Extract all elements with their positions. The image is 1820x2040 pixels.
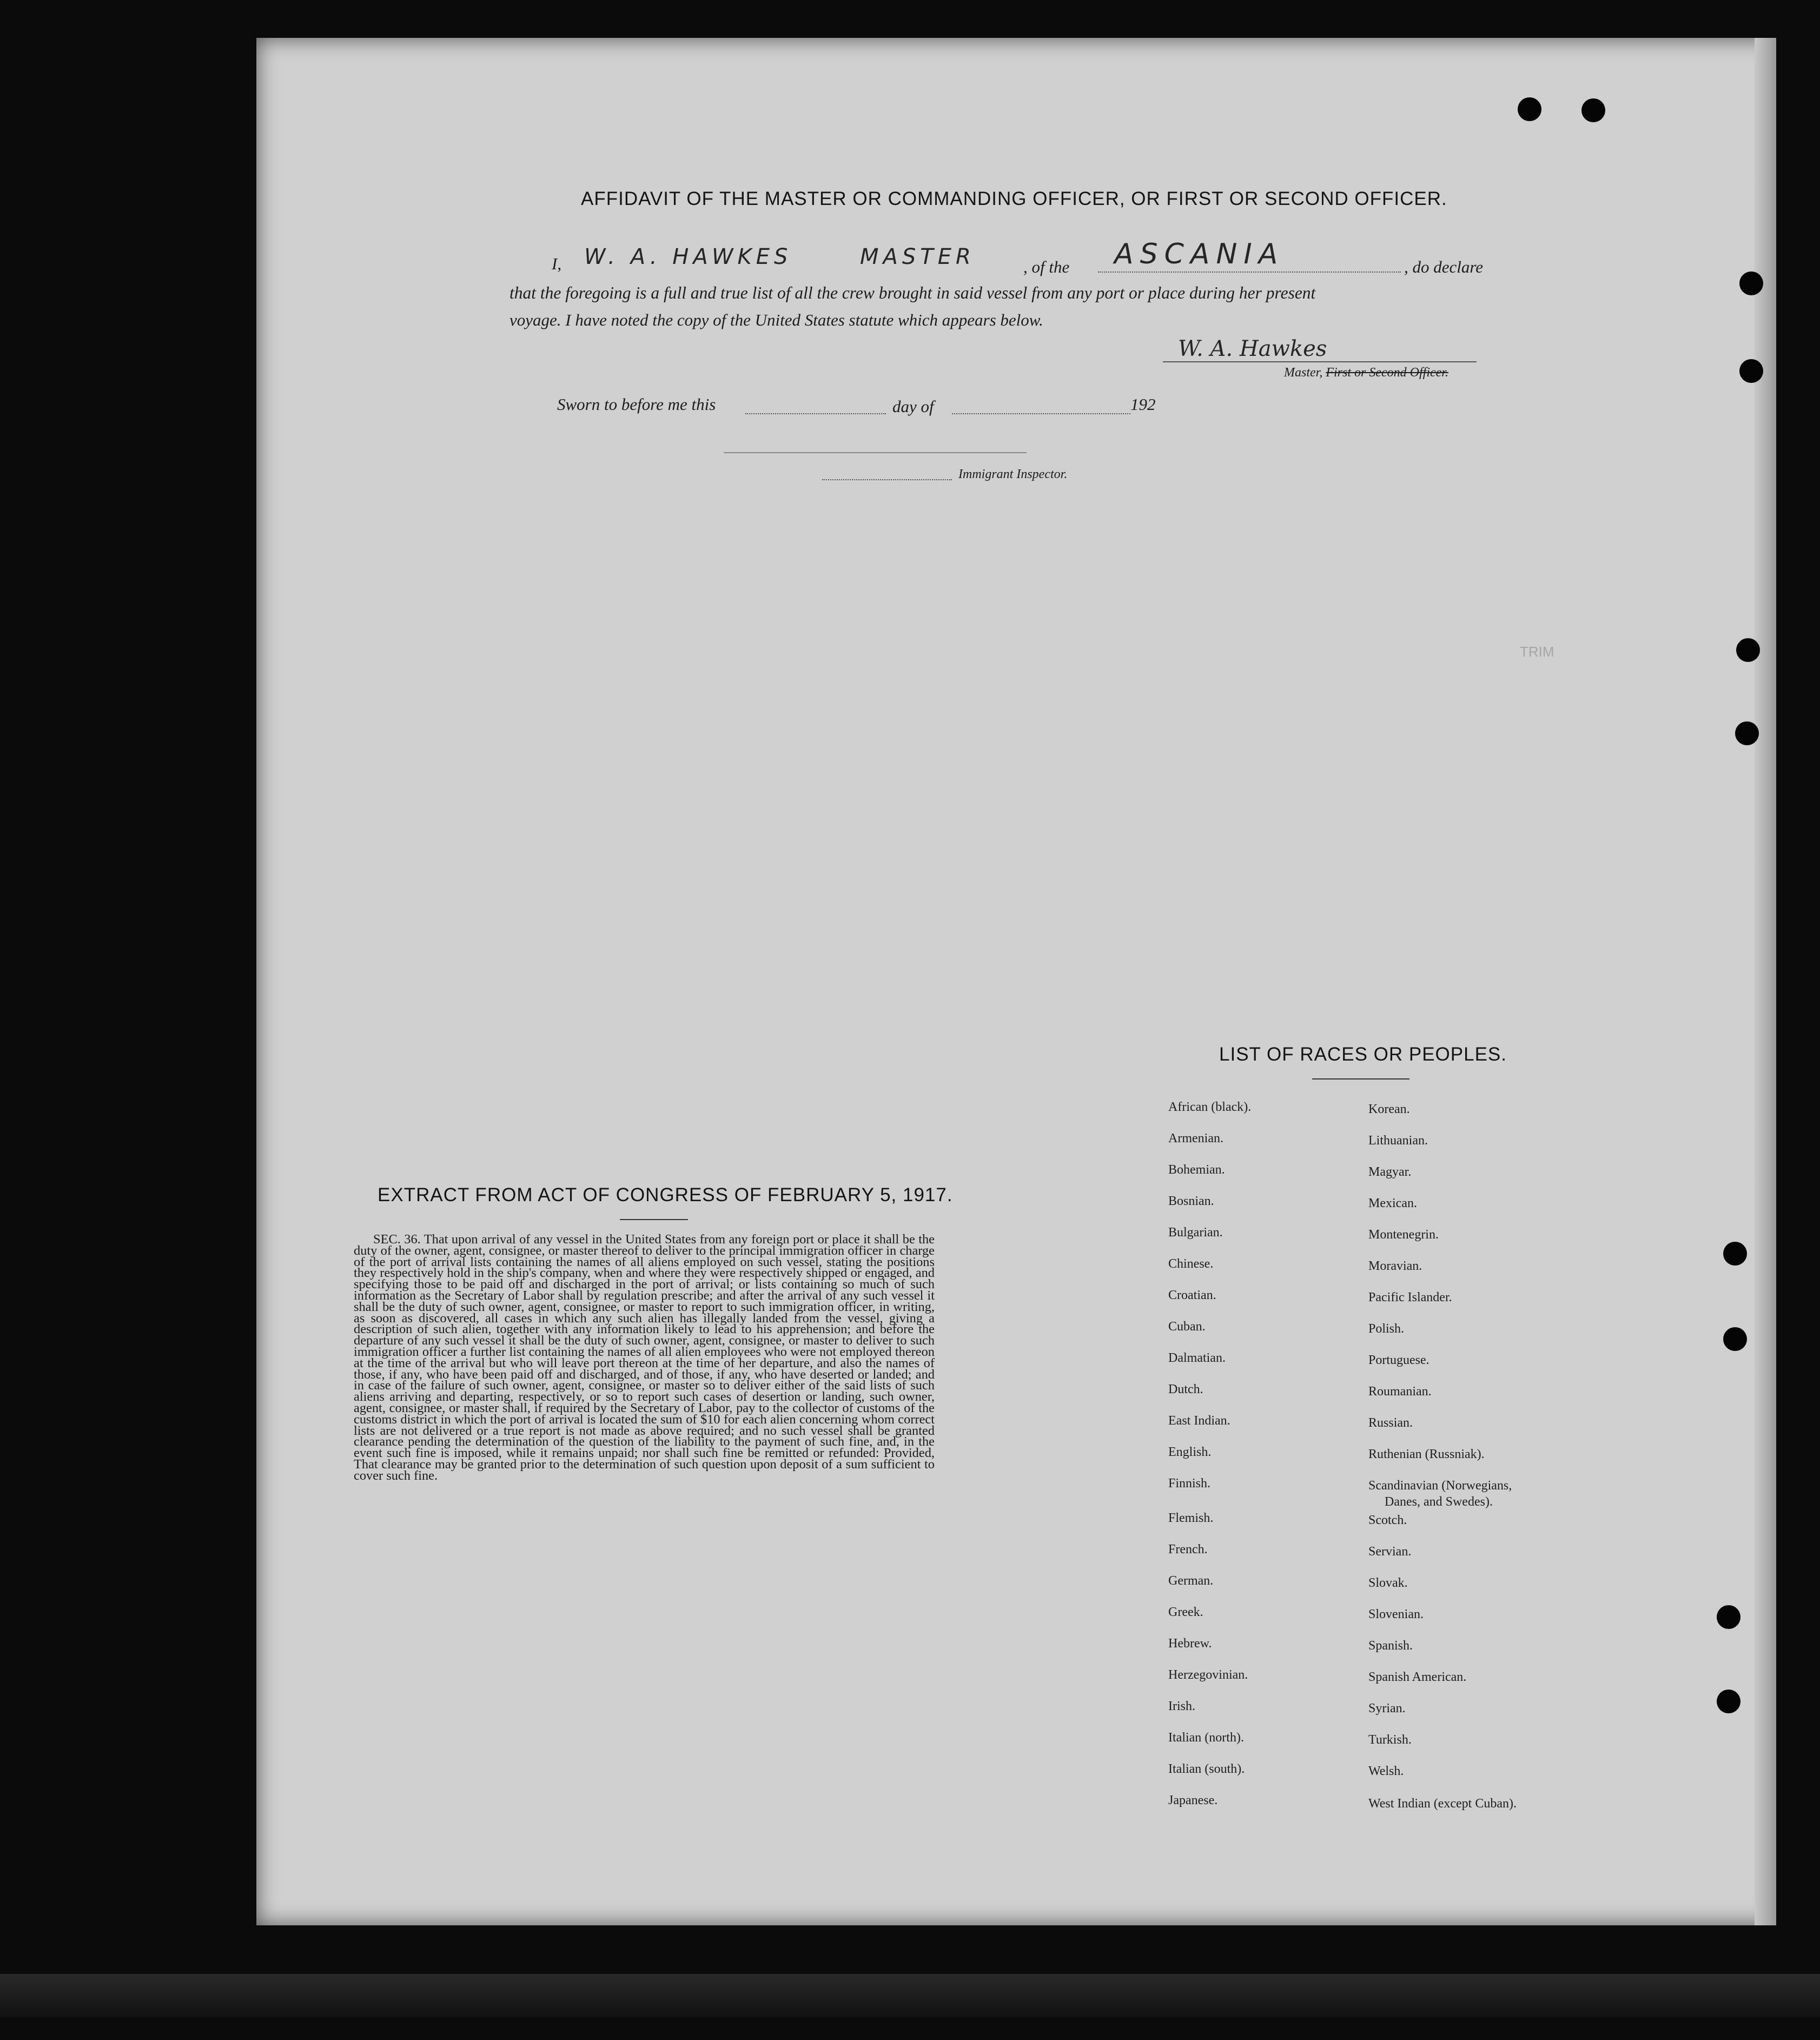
affidavit-prefix: I, <box>552 254 562 273</box>
race-item: Chinese. <box>1168 1257 1214 1271</box>
race-item: Bosnian. <box>1168 1194 1214 1208</box>
race-item: Turkish. <box>1368 1733 1412 1747</box>
punch-hole <box>1717 1605 1740 1629</box>
race-item: Roumanian. <box>1368 1385 1432 1399</box>
race-item: Flemish. <box>1168 1511 1214 1525</box>
race-item: Hebrew. <box>1168 1637 1212 1651</box>
sworn-day-label: day of <box>892 397 934 416</box>
race-item: Welsh. <box>1368 1764 1404 1778</box>
race-item: Cuban. <box>1168 1320 1206 1334</box>
race-item: Dutch. <box>1168 1382 1203 1396</box>
of-the-label: , of the <box>1023 257 1070 276</box>
race-item: Russian. <box>1368 1416 1413 1430</box>
race-item: German. <box>1168 1574 1214 1588</box>
race-item: Servian. <box>1368 1545 1412 1559</box>
race-item: Danes, and Swedes). <box>1385 1495 1493 1509</box>
race-item: Korean. <box>1368 1102 1410 1116</box>
race-item: Mexican. <box>1368 1196 1417 1210</box>
race-item: Syrian. <box>1368 1701 1406 1716</box>
race-item: Moravian. <box>1368 1259 1422 1273</box>
punch-hole <box>1735 721 1759 745</box>
race-item: Bohemian. <box>1168 1163 1225 1177</box>
race-item: French. <box>1168 1542 1208 1557</box>
film-strip-edge <box>0 1974 1820 2017</box>
signature-caption-struck: First or Second Officer. <box>1326 366 1448 380</box>
race-item: English. <box>1168 1445 1212 1459</box>
punch-hole <box>1717 1690 1740 1713</box>
race-item: Slovak. <box>1368 1576 1408 1590</box>
inspector-dot-line <box>822 479 952 480</box>
signature-caption-master: Master, <box>1284 366 1323 380</box>
race-item: Italian (south). <box>1168 1762 1245 1776</box>
signature-line <box>1163 361 1477 362</box>
race-item: Lithuanian. <box>1368 1134 1428 1148</box>
signature-caption <box>1284 366 1448 380</box>
punch-hole <box>1723 1242 1747 1266</box>
race-item: Portuguese. <box>1368 1353 1429 1367</box>
races-title-rule <box>1312 1078 1409 1079</box>
extract-title-rule <box>620 1219 688 1220</box>
race-item: Greek. <box>1168 1605 1203 1619</box>
punch-hole <box>1739 271 1763 295</box>
race-item: African (black). <box>1168 1100 1252 1114</box>
race-item: Montenegrin. <box>1368 1228 1439 1242</box>
extract-body-text: SEC. 36. That upon arrival of any vessel in the United States from any foreign port or place it shall be the duty of the owner, agent, consignee, or master thereof to deliver to the principal immigration officer in charge of the port of arrival lists containing the names of all aliens employed on such vessel, stating the positions they respectively hold in the ship's company, when and where they were respectively shipped or engaged, and specifying those to be paid off and discharged in the port of arrival; or lists containing so much of such information as the Secretary of Labor shall by regulation prescribe; and after the arrival of any such vessel it shall be the duty of such owner, agent, consignee, or master to report to such immigration officer, in writing, as soon as discovered, all cases in which any such alien has illegally landed from the vessel, giving a description of such alien, together with any information likely to lead to his apprehension; and before the departure of any such vessel it shall be the duty of such owner, agent, consignee, or master to deliver to such immigration officer a further list containing the names of all alien employees who were not employed thereon at the time of the arrival but who will leave port thereon at the time of her departure, and also the names of those, if any, who have been paid off and discharged, and of those, if any, who have deserted or landed; and in case of the failure of such owner, agent, consignee, or master so to deliver either of the said lists of such aliens arriving and departing, respectively, or so to report such cases of desertion or landing, such owner, agent, consignee, or master shall, if required by the Secretary of Labor, pay to the collector of customs of the customs district in which the port of arrival is located the sum of $10 for each alien concerning whom correct lists are not delivered or a true report is not made as above required; and no such vessel shall be granted clearance pending the determination of the question of the liability to the payment of such fine, and, in the event such fine is imposed, while it remains unpaid; nor shall such fine be remitted or refunded: Provided, That clearance may be granted prior to the determination of such question upon deposit of a sum sufficient to cover such fine. <box>354 1232 935 1483</box>
race-item: Irish. <box>1168 1699 1195 1713</box>
race-item: Ruthenian (Russniak). <box>1368 1447 1485 1461</box>
race-item: West Indian (except Cuban). <box>1368 1797 1517 1811</box>
declare-label: , do declare <box>1404 257 1484 276</box>
race-item: Italian (north). <box>1168 1731 1244 1745</box>
affidavit-line-3: voyage. I have noted the copy of the United States statute which appears below. <box>509 310 1043 329</box>
race-item: Polish. <box>1368 1322 1405 1336</box>
master-name: W. A. HAWKES <box>584 244 792 269</box>
sworn-month-line <box>952 413 1130 414</box>
inspector-caption: Immigrant Inspector. <box>958 467 1068 481</box>
race-item: Spanish. <box>1368 1639 1413 1653</box>
bleed-through-mark: TRIM <box>1520 644 1554 660</box>
race-item: Slovenian. <box>1368 1607 1424 1621</box>
race-item: Magyar. <box>1368 1165 1412 1179</box>
master-signature: W. A. Hawkes <box>1178 336 1327 361</box>
race-item: Spanish American. <box>1368 1670 1467 1684</box>
punch-hole <box>1736 638 1760 662</box>
race-item: Pacific Islander. <box>1368 1290 1452 1304</box>
race-item: Dalmatian. <box>1168 1351 1226 1365</box>
races-title: LIST OF RACES OR PEOPLES. <box>1219 1044 1507 1065</box>
affidavit-line-2: that the foregoing is a full and true list of all the crew brought in said vessel from any port or place during her present <box>509 283 1316 302</box>
sworn-date-line <box>745 413 886 414</box>
race-item: Herzegovinian. <box>1168 1668 1248 1682</box>
race-item: Japanese. <box>1168 1793 1218 1807</box>
punch-hole <box>1518 97 1541 121</box>
race-item: Scandinavian (Norwegians, <box>1368 1479 1512 1493</box>
officer-rank: MASTER <box>860 244 975 269</box>
sworn-year: 192 <box>1130 395 1156 414</box>
punch-hole <box>1723 1327 1747 1351</box>
race-item: Armenian. <box>1168 1131 1223 1145</box>
extract-title: EXTRACT FROM ACT OF CONGRESS OF FEBRUARY 5, 1917. <box>378 1184 953 1206</box>
punch-hole <box>1581 98 1605 122</box>
vessel-name-line <box>1098 271 1401 273</box>
affidavit-title: AFFIDAVIT OF THE MASTER OR COMMANDING OFFICER, OR FIRST OR SECOND OFFICER. <box>581 188 1447 209</box>
race-item: Scotch. <box>1368 1513 1407 1527</box>
race-item: Croatian. <box>1168 1288 1216 1302</box>
punch-hole <box>1739 359 1763 383</box>
race-item: East Indian. <box>1168 1414 1230 1428</box>
sworn-prefix: Sworn to before me this <box>557 395 716 414</box>
inspector-signature-line <box>724 452 1027 453</box>
race-item: Finnish. <box>1168 1476 1211 1491</box>
race-item: Bulgarian. <box>1168 1226 1223 1240</box>
vessel-name: ASCANIA <box>1114 238 1285 270</box>
page-edge-shadow <box>1755 38 1776 1925</box>
